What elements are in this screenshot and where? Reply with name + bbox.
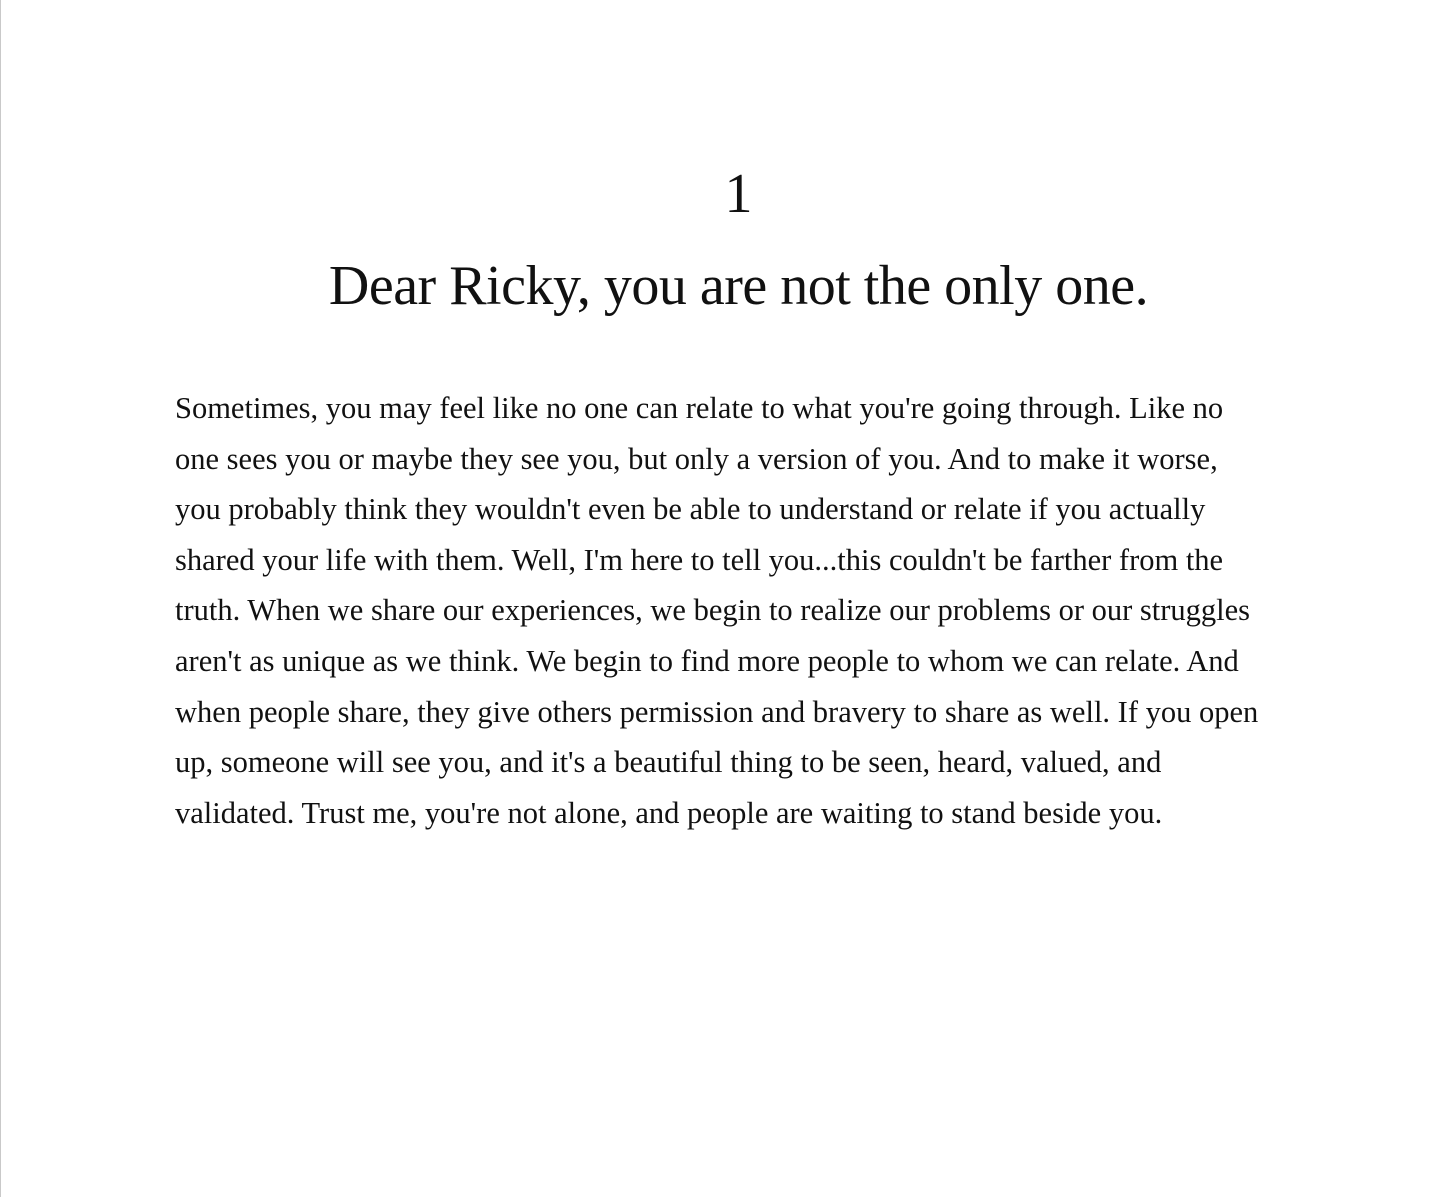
body-paragraph [175,383,1305,838]
chapter-number: 1 [724,163,753,225]
chapter-title: Dear Ricky, you are not the only one. [328,255,1149,317]
paragraph-line: validated. Trust me, you're not alone, and people are waiting to stand beside you. [175,795,1163,830]
paragraph-line: up, someone will see you, and it's a beautiful thing to be seen, heard, valued, and [175,745,1162,780]
paragraph-line: you probably think they wouldn't even be able to understand or relate if you actually [175,492,1206,527]
paragraph-line: Sometimes, you may feel like no one can relate to what you're going through. Like no [175,391,1224,425]
paragraph-line: when people share, they give others permission and bravery to share as well. If you open [175,694,1259,729]
paragraph-line: truth. When we share our experiences, we begin to realize our problems or our struggles [175,593,1251,628]
paragraph-line: aren't as unique as we think. We begin to find more people to whom we can relate. And [175,643,1239,678]
paragraph-line: shared your life with them. Well, I'm here to tell you...this couldn't be farther from the [175,542,1224,577]
paragraph-line: one sees you or maybe they see you, but only a version of you. And to make it worse, [175,441,1218,476]
